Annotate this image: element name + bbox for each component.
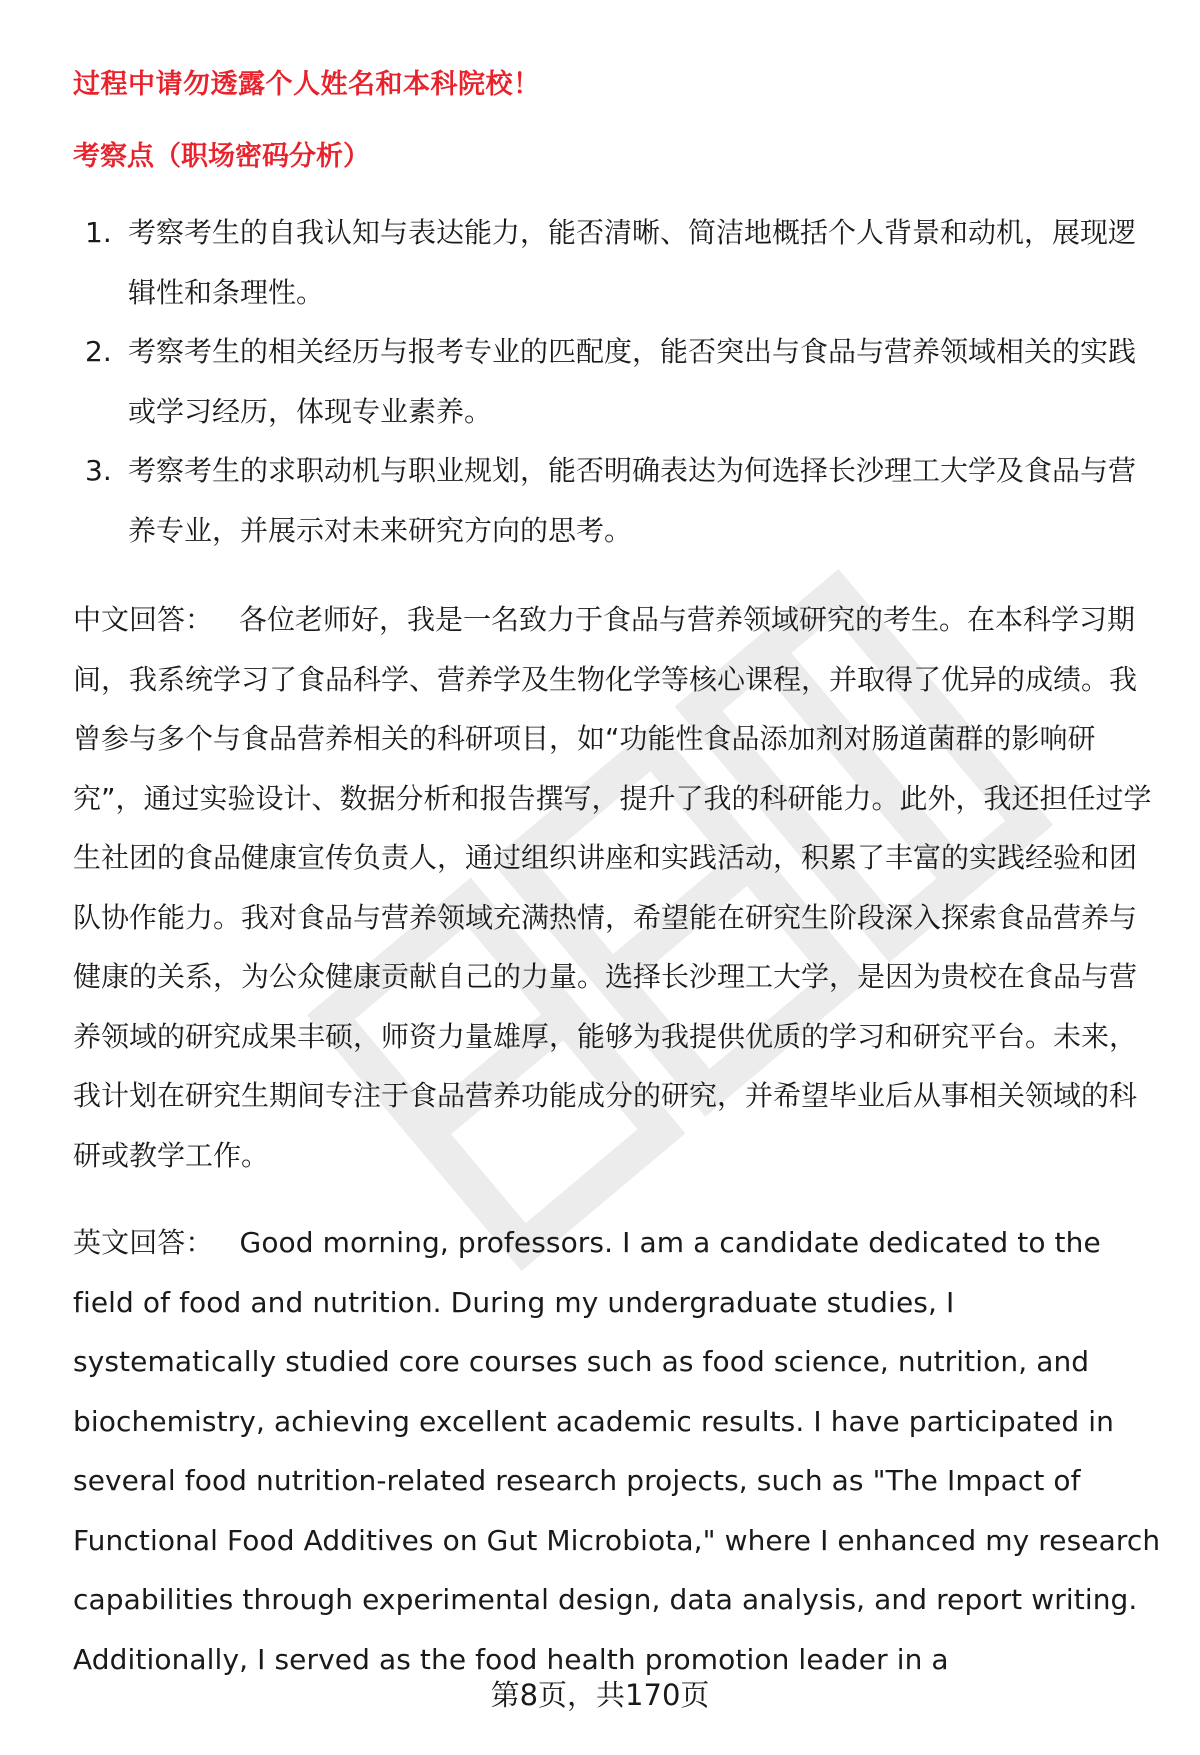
list-item (73, 441, 1153, 560)
page-number-footer: 第8页，共170页 (490, 1678, 710, 1712)
list-item-number: 1. (85, 216, 112, 249)
chinese-answer-label: 中文回答： (73, 603, 214, 636)
list-item-text: 考察考生的求职动机与职业规划，能否明确表达为何选择长沙理工大学及食品与营养专业，并展示对未来研究方向的思考。 (128, 454, 1137, 547)
list-item-text: 考察考生的自我认知与表达能力，能否清晰、简洁地概括个人背景和动机，展现逻辑性和条理性。 (128, 216, 1137, 309)
privacy-warning: 过程中请勿透露个人姓名和本科院校！ (73, 69, 541, 100)
list-item-number: 3. (85, 454, 112, 487)
english-answer-text: Good morning, professors. I am a candidate dedicated to the field of food and nutrition. During my undergraduate studies, I systematically studied core courses such as food science, nutrition, and biochemistry, achieving excellent academic results. I have participated in several food nutrition-related research projects, such as "The Impact of Functional Food Additives on Gut Microbiota," where I enhanced my research capabilities through experimental design, data analysis, and report writing. Additionally, I served as the food health promotion leader in a (73, 1226, 1161, 1676)
assessment-points-list (73, 203, 1153, 560)
section-title: 考察点（职场密码分析） (73, 141, 370, 172)
english-answer-label: 英文回答： (73, 1226, 214, 1259)
list-item (73, 203, 1153, 322)
english-answer (73, 1213, 1163, 1689)
list-item-text: 考察考生的相关经历与报考专业的匹配度，能否突出与食品与营养领域相关的实践或学习经历，体现专业素养。 (128, 335, 1137, 428)
chinese-answer (73, 590, 1163, 1185)
list-item (73, 322, 1153, 441)
chinese-answer-text: 各位老师好，我是一名致力于食品与营养领域研究的考生。在本科学习期间，我系统学习了食品科学、营养学及生物化学等核心课程，并取得了优异的成绩。我曾参与多个与食品营养相关的科研项目，如“功能性食品添加剂对肠道菌群的影响研究”，通过实验设计、数据分析和报告撰写，提升了我的科研能力。此外，我还担任过学生社团的食品健康宣传负责人，通过组织讲座和实践活动，积累了丰富的实践经验和团队协作能力。我对食品与营养领域充满热情，希望能在研究生阶段深入探索食品营养与健康的关系，为公众健康贡献自己的力量。选择长沙理工大学，是因为贵校在食品与营养领域的研究成果丰硕，师资力量雄厚，能够为我提供优质的学习和研究平台。未来，我计划在研究生期间专注于食品营养功能成分的研究，并希望毕业后从事相关领域的科研或教学工作。 (73, 603, 1152, 1172)
list-item-number: 2. (85, 335, 112, 368)
